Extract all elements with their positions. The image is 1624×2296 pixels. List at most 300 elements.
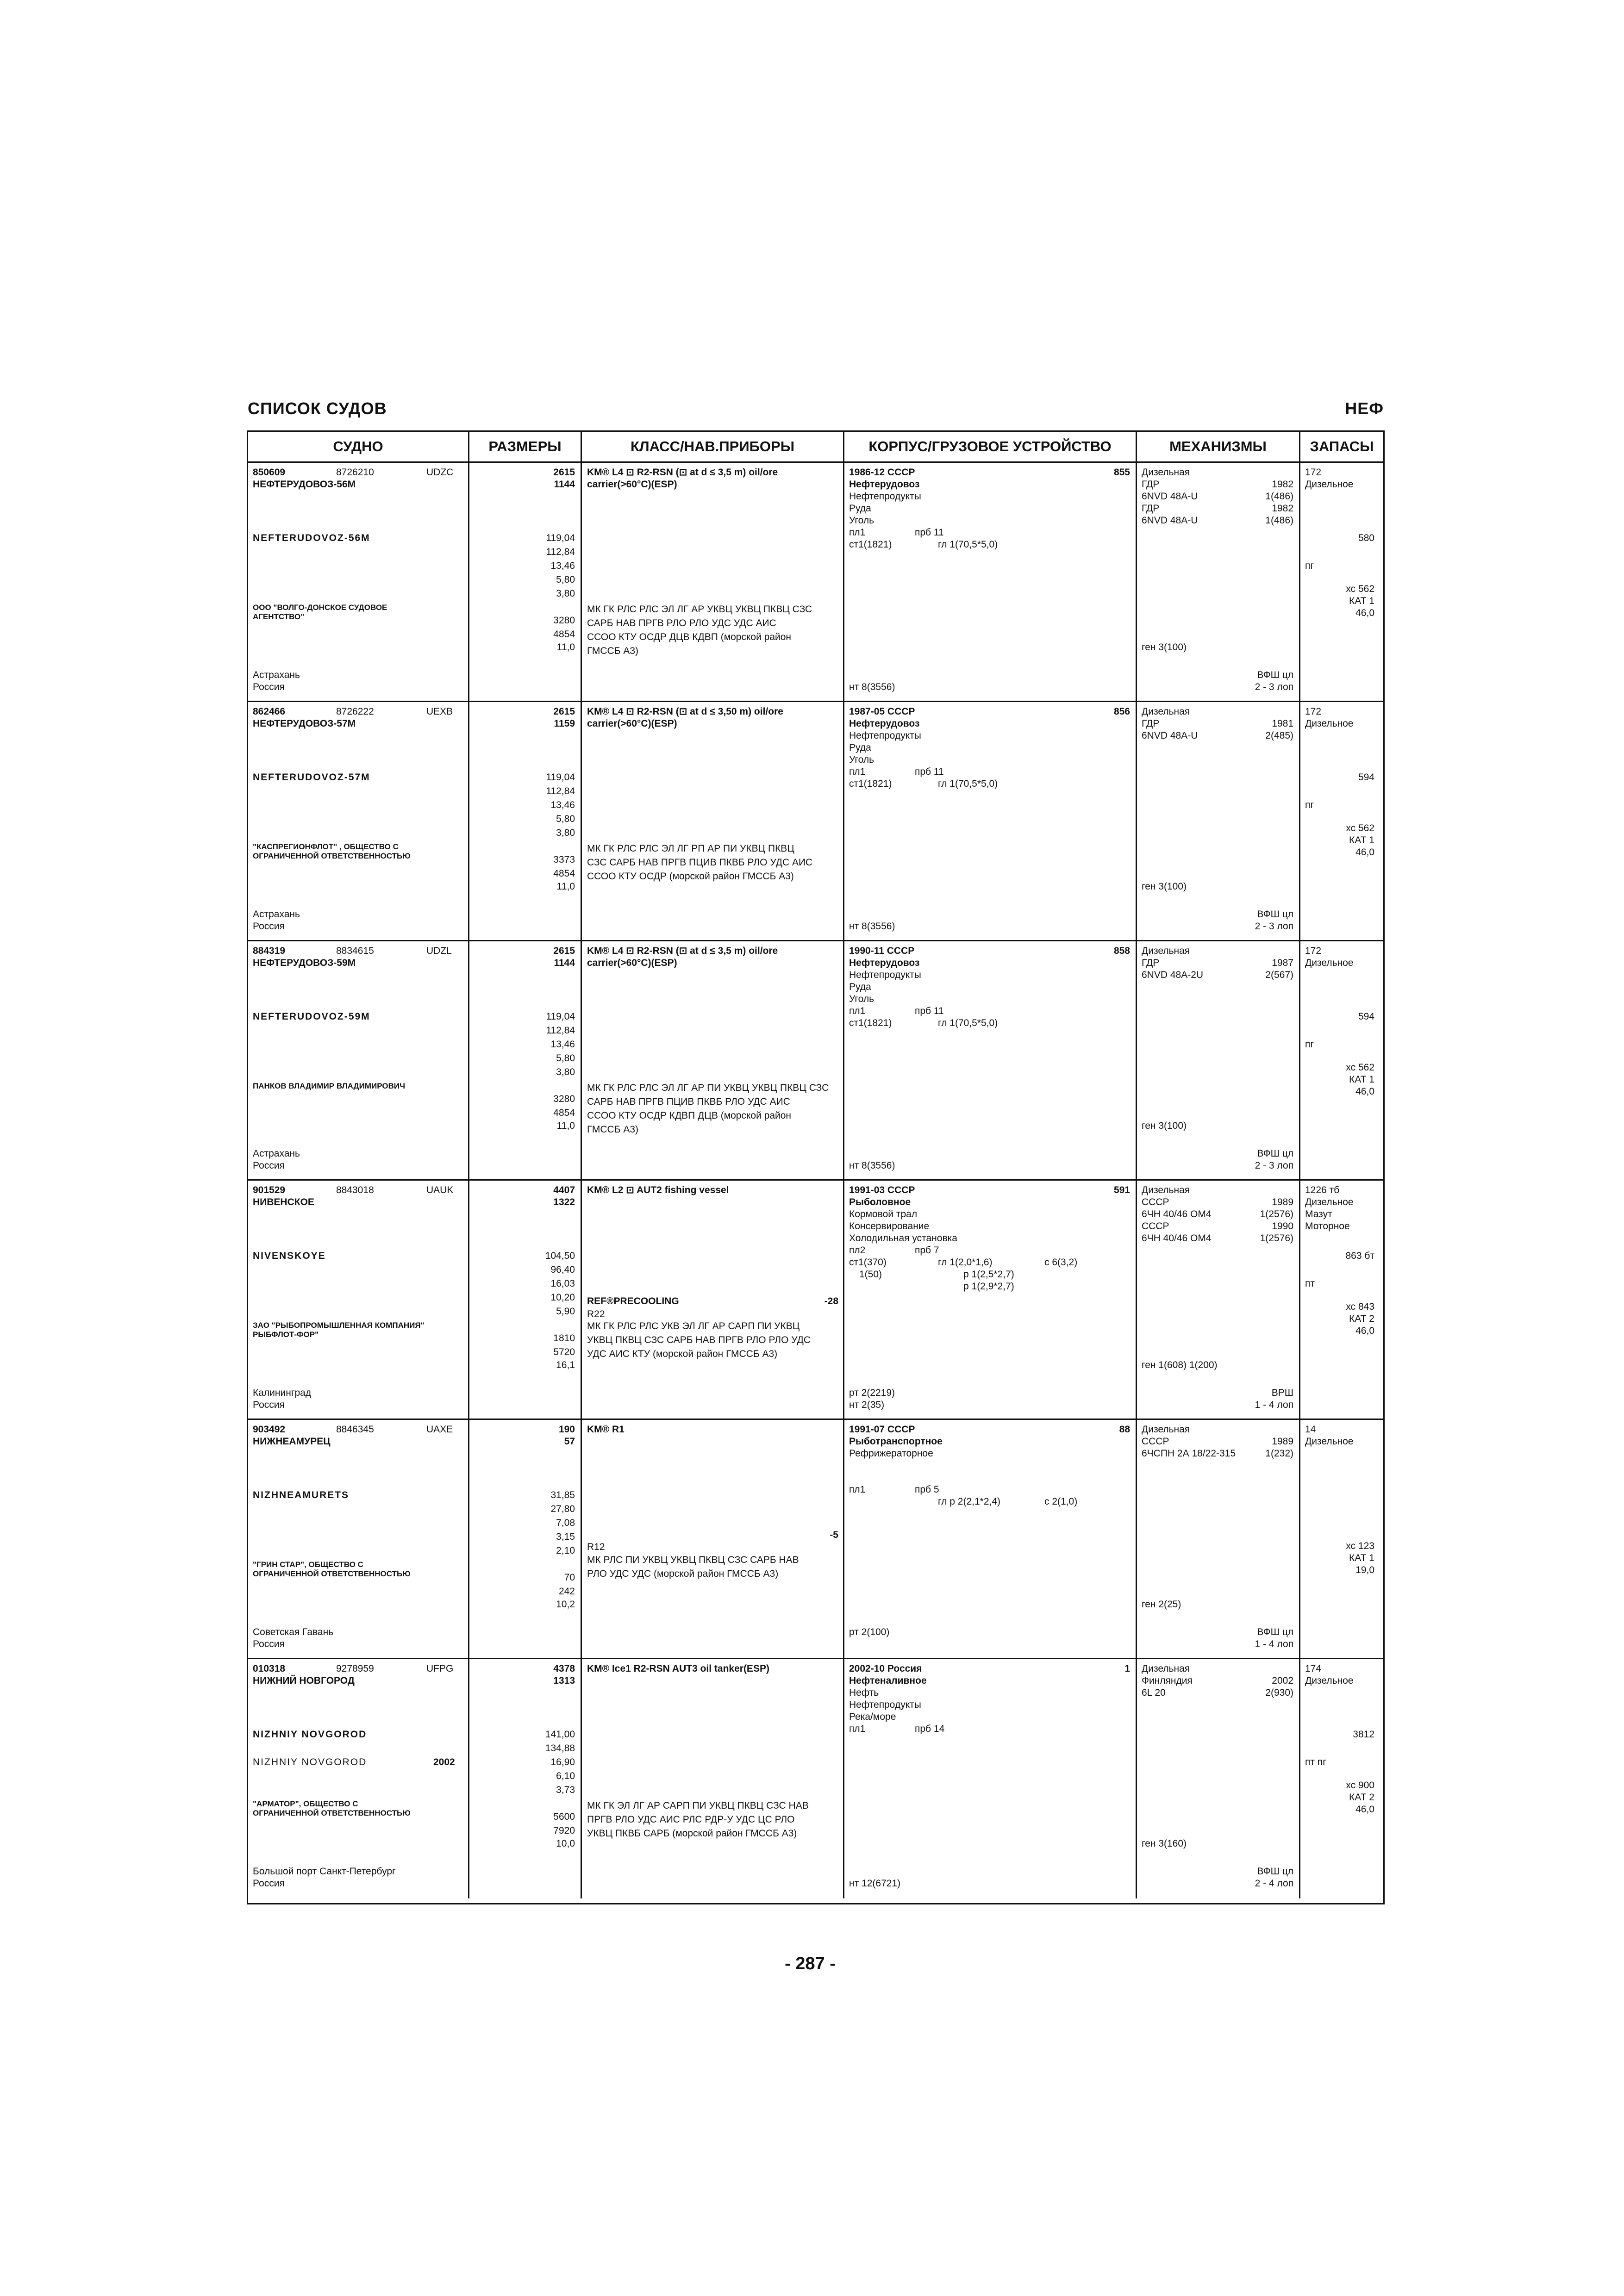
engine-detail-value: 1989: [1272, 1436, 1293, 1447]
call-sign: UFPG: [426, 1663, 454, 1674]
build-date-country: 1991-03 СССР: [849, 1185, 915, 1195]
deadweight-value: 5720: [553, 1347, 575, 1357]
call-sign: UEXB: [426, 706, 453, 717]
vessel-name-latin: NIZHNIY NOVGOROD: [253, 1729, 367, 1740]
bulkheads-count: прб 14: [915, 1724, 945, 1734]
tank-capacity: нт 12(6721): [849, 1878, 901, 1889]
speed-value: 11,0: [556, 881, 575, 892]
refrigeration-class: REF®PRECOOLING: [587, 1296, 679, 1307]
dimension-value: 16,90: [550, 1757, 575, 1767]
dimension-value: 141,00: [545, 1729, 575, 1740]
owner-name-line: "КАСПРЕГИОНФЛОТ" , ОБЩЕСТВО С: [253, 842, 399, 851]
hatch-dimensions-2: р 1(2,5*2,7): [963, 1269, 1014, 1280]
crew-value: 46,0: [1355, 847, 1374, 858]
fuel-capacity: 14: [1305, 1424, 1316, 1435]
fuel-capacity: 1226 тб: [1305, 1185, 1340, 1195]
engine-detail-value: 1982: [1272, 503, 1293, 514]
vessel-name: НЕФТЕРУДОВОЗ-56М: [253, 479, 356, 490]
holds-capacity: ст1(370): [849, 1257, 887, 1268]
call-sign: UDZC: [426, 467, 454, 478]
flag-state: Россия: [253, 1160, 285, 1171]
column-divider: [581, 941, 582, 1179]
speed-value: 16,1: [556, 1360, 575, 1370]
column-divider: [843, 463, 844, 701]
navigation-equipment-line: ССОО КТУ ОСДР (морской район ГМССБ А3): [587, 871, 794, 882]
navigation-equipment-line: ССОО КТУ ОСДР КДВП ДЦВ (морской район: [587, 1110, 792, 1121]
dimension-value: 112,84: [546, 786, 575, 796]
propeller-type: ВФШ цл: [1257, 1866, 1293, 1877]
class-notation: carrier(>60°C)(ESP): [587, 958, 677, 968]
refrigerant-type: R22: [587, 1309, 605, 1319]
engine-detail: СССР: [1142, 1221, 1169, 1232]
column-divider: [1136, 463, 1137, 701]
tank-capacity: нт 8(3556): [849, 1160, 895, 1171]
imo-number: 8843018: [336, 1185, 374, 1195]
deadweight-value: 4854: [553, 1108, 575, 1118]
stores-note: пт пг: [1305, 1757, 1326, 1767]
cargo-line: Холодильная установка: [849, 1233, 957, 1244]
propeller-type: ВФШ цл: [1257, 1148, 1293, 1159]
fuel-capacity: 172: [1305, 706, 1322, 717]
decks-count: пл1: [849, 527, 866, 538]
port-of-registry: Советская Гавань: [253, 1627, 334, 1637]
tank-capacity: нт 8(3556): [849, 921, 895, 932]
vessel-record: [248, 702, 1383, 941]
navigation-equipment-line: РЛО УДС УДС (морской район ГМССБ А3): [587, 1568, 779, 1579]
former-name-year: 2002: [433, 1757, 455, 1767]
build-date-country: 1986-12 СССР: [849, 467, 915, 478]
deadweight-value: 242: [558, 1586, 575, 1597]
deadweight-value: 3280: [553, 1094, 575, 1104]
cargo-line: Кормовой трал: [849, 1209, 918, 1220]
cargo-line: Нефть: [849, 1687, 879, 1698]
class-notation: KM® L2 ⊡ AUT2 fishing vessel: [587, 1185, 729, 1195]
dimension-value: 5,80: [556, 1053, 575, 1064]
crew-value: 46,0: [1355, 1325, 1374, 1336]
net-tonnage: 1144: [554, 479, 575, 490]
bulkheads-count: прб 5: [915, 1484, 939, 1495]
speed-value: 10,2: [556, 1599, 575, 1610]
navigation-equipment-line: УДС АИС КТУ (морской район ГМССБ А3): [587, 1349, 778, 1359]
vessel-name-latin: NIZHNEAMURETS: [253, 1490, 349, 1500]
water-capacity: 594: [1358, 1011, 1374, 1022]
bulkheads-count: прб 11: [915, 766, 944, 777]
column-header-hull: КОРПУС/ГРУЗОВОЕ УСТРОЙСТВО: [844, 432, 1137, 461]
vessel-type: Нефтерудовоз: [849, 718, 920, 729]
port-of-registry: Астрахань: [253, 1148, 300, 1159]
cargo-line: Уголь: [849, 515, 874, 526]
propeller-blades: 2 - 3 лоп: [1255, 921, 1293, 932]
fuel-type: Дизельное: [1305, 1197, 1354, 1207]
fuel-type: Дизельное: [1305, 958, 1354, 968]
hold-capacity-2: 1(50): [859, 1269, 882, 1280]
port-of-registry: Астрахань: [253, 670, 300, 680]
cargo-line: Руда: [849, 742, 871, 753]
flag-state: Россия: [253, 682, 285, 692]
engine-detail-value: 1(486): [1265, 515, 1293, 526]
vessel-name-latin: NEFTERUDOVOZ-56M: [253, 533, 370, 543]
generators: ген 1(608) 1(200): [1142, 1360, 1218, 1370]
category: КАТ 1: [1349, 1553, 1374, 1563]
fuel-type: Дизельное: [1305, 479, 1354, 490]
engine-detail: 6ЧН 40/46 ОМ4: [1142, 1209, 1212, 1220]
net-tonnage: 1313: [553, 1675, 575, 1686]
engine-type: Дизельная: [1142, 1185, 1190, 1195]
hatch-dimensions: гл 1(70,5*5,0): [938, 778, 998, 789]
decks-count: пл1: [849, 1006, 866, 1016]
engine-detail: 6NVD 48A-2U: [1142, 970, 1204, 980]
dimension-value: 13,46: [550, 1039, 575, 1050]
deadweight-value: 1810: [553, 1333, 575, 1344]
port-of-registry: Астрахань: [253, 909, 300, 920]
bulkheads-count: прб 11: [915, 1006, 944, 1016]
cargo-volume: хс 843: [1346, 1301, 1374, 1312]
deadweight-value: 4854: [553, 629, 575, 640]
engine-detail-value: 1990: [1272, 1221, 1293, 1232]
refrigerant-type: R12: [587, 1542, 605, 1552]
imo-number: 8846345: [336, 1424, 374, 1435]
engine-detail: 6NVD 48A-U: [1142, 515, 1198, 526]
hatch-dimensions: гл 1(70,5*5,0): [938, 539, 998, 550]
gross-tonnage: 2615: [553, 946, 575, 956]
column-divider: [1299, 941, 1300, 1179]
deadweight-value: 4854: [553, 868, 575, 879]
navigation-equipment-line: УКВЦ ПКВБ САРБ (морской район ГМССБ А3): [587, 1828, 797, 1839]
propeller-type: ВРШ: [1271, 1388, 1293, 1398]
holds-capacity: ст1(1821): [849, 1018, 892, 1028]
category: КАТ 2: [1349, 1792, 1374, 1803]
propeller-type: ВФШ цл: [1257, 909, 1293, 920]
engine-detail-value: 2002: [1272, 1675, 1293, 1686]
call-sign: UAXE: [426, 1424, 453, 1435]
dimension-value: 5,80: [556, 574, 575, 585]
stores-note: пт: [1305, 1278, 1315, 1289]
deadweight-value: 70: [564, 1572, 575, 1583]
column-header-class: КЛАСС/НАВ.ПРИБОРЫ: [582, 432, 844, 461]
hatch-dimensions: гл р 2(2,1*2,4): [938, 1496, 1001, 1507]
class-notation: KM® L4 ⊡ R2-RSN (⊡ at d ≤ 3,5 m) oil/ore: [587, 467, 778, 478]
navigation-equipment-line: МК ГК ЭЛ ЛГ АР САРП ПИ УКВЦ ПКВЦ СЗС НАВ: [587, 1800, 809, 1811]
engine-detail: Финляндия: [1142, 1675, 1193, 1686]
column-divider: [843, 702, 844, 940]
vessel-record: [248, 941, 1383, 1181]
column-divider: [581, 463, 582, 701]
vessel-name: НЕФТЕРУДОВОЗ-59М: [253, 958, 356, 968]
register-number: 010318: [253, 1663, 286, 1674]
hull-number: 88: [1119, 1424, 1130, 1435]
vessel-type: Рыболовное: [849, 1197, 911, 1207]
vessel-name-latin: NEFTERUDOVOZ-57M: [253, 772, 370, 783]
refrigeration-temperature: -28: [824, 1296, 838, 1307]
dimension-value: 134,88: [545, 1743, 575, 1754]
dimension-value: 3,80: [556, 1067, 575, 1077]
hull-number: 591: [1113, 1185, 1130, 1195]
cargo-volume: хс 562: [1346, 584, 1374, 594]
decks-count: пл1: [849, 1724, 866, 1734]
water-capacity: 580: [1358, 533, 1374, 543]
owner-name-line: ОГРАНИЧЕННОЙ ОТВЕТСТВЕННОСТЬЮ: [253, 1809, 411, 1817]
gross-tonnage: 2615: [553, 706, 575, 717]
column-divider: [1136, 941, 1137, 1179]
hull-number: 1: [1124, 1663, 1130, 1674]
flag-state: Россия: [253, 1400, 285, 1410]
navigation-equipment-line: СЗС САРБ НАВ ПРГВ ПЦИВ ПКВБ РЛО УДС АИС: [587, 857, 813, 868]
cargo-line: Нефтепродукты: [849, 970, 921, 980]
port-of-registry: Большой порт Санкт-Петербург: [253, 1866, 396, 1877]
engine-detail: 6ЧН 40/46 ОМ4: [1142, 1233, 1212, 1244]
port-of-registry: Калининград: [253, 1388, 312, 1398]
column-divider: [1299, 1181, 1300, 1419]
imo-number: 8726210: [336, 467, 374, 478]
tank-capacity: нт 8(3556): [849, 682, 895, 692]
owner-name-line: ОГРАНИЧЕННОЙ ОТВЕТСТВЕННОСТЬЮ: [253, 1569, 411, 1578]
crew-value: 46,0: [1355, 1086, 1374, 1097]
class-notation: carrier(>60°C)(ESP): [587, 479, 677, 490]
dimension-value: 119,04: [546, 772, 575, 783]
imo-number: 9278959: [336, 1663, 374, 1674]
water-capacity: 594: [1358, 772, 1374, 783]
side-hatch: с 2(1,0): [1044, 1496, 1078, 1507]
deadweight-value: 3373: [553, 854, 575, 865]
engine-detail-value: 1(232): [1265, 1448, 1293, 1459]
owner-name-line: ПАНКОВ ВЛАДИМИР ВЛАДИМИРОВИЧ: [253, 1082, 406, 1090]
stores-note: пг: [1305, 800, 1314, 810]
dimension-value: 2,10: [556, 1545, 575, 1556]
column-divider: [581, 702, 582, 940]
cargo-line: Нефтепродукты: [849, 730, 921, 741]
dimension-value: 5,80: [556, 814, 575, 824]
vessel-name-latin: NEFTERUDOVOZ-59M: [253, 1011, 370, 1022]
cargo-line: Рефрижераторное: [849, 1448, 933, 1459]
column-divider: [843, 1420, 844, 1658]
class-notation: KM® L4 ⊡ R2-RSN (⊡ at d ≤ 3,50 m) oil/ore: [587, 706, 783, 717]
navigation-equipment-line: МК РЛС ПИ УКВЦ УКВЦ ПКВЦ СЗС САРБ НАВ: [587, 1555, 799, 1565]
register-number: 903492: [253, 1424, 286, 1435]
build-date-country: 1987-05 СССР: [849, 706, 915, 717]
column-divider: [1136, 1659, 1137, 1898]
class-notation: KM® Ice1 R2-RSN AUT3 oil tanker(ESP): [587, 1663, 769, 1674]
engine-type: Дизельная: [1142, 1663, 1190, 1674]
vessel-name: НИЖНЕАМУРЕЦ: [253, 1436, 331, 1447]
column-divider: [843, 1181, 844, 1419]
engine-detail-value: 1(2576): [1260, 1233, 1293, 1244]
cargo-line: Уголь: [849, 754, 874, 765]
ship-register-table: [247, 430, 1385, 1904]
dimension-value: 16,03: [550, 1278, 575, 1289]
call-sign: UAUK: [426, 1185, 454, 1195]
owner-name-line: "АРМАТОР", ОБЩЕСТВО С: [253, 1799, 358, 1808]
engine-detail: СССР: [1142, 1197, 1169, 1207]
vessel-type: Нефтерудовоз: [849, 479, 920, 490]
net-tonnage: 1144: [554, 958, 575, 968]
dimension-value: 10,20: [550, 1292, 575, 1303]
fuel-capacity: 174: [1305, 1663, 1322, 1674]
register-number: 901529: [253, 1185, 286, 1195]
owner-name-line: АГЕНТСТВО": [253, 612, 305, 621]
navigation-equipment-line: МК ГК РЛС РЛС ЭЛ ЛГ АР УКВЦ УКВЦ ПКВЦ СЗС: [587, 604, 812, 615]
owner-name-line: РЫБФЛОТ-ФОР": [253, 1330, 319, 1339]
navigation-equipment-line: МК ГК РЛС РЛС ЭЛ ЛГ АР ПИ УКВЦ УКВЦ ПКВЦ СЗС: [587, 1083, 829, 1093]
holds-capacity: ст1(1821): [849, 539, 892, 550]
dimension-value: 112,84: [546, 547, 575, 557]
stores-note: пг: [1305, 1039, 1314, 1050]
dimension-value: 6,10: [556, 1771, 575, 1781]
propeller-blades: 2 - 3 лоп: [1255, 1160, 1293, 1171]
owner-name-line: ООО "ВОЛГО-ДОНСКОЕ СУДОВОЕ: [253, 603, 387, 612]
water-capacity: 3812: [1353, 1729, 1374, 1740]
dimension-value: 3,80: [556, 828, 575, 838]
hull-number: 855: [1113, 467, 1130, 478]
engine-detail-value: 2(930): [1265, 1687, 1293, 1698]
hull-number: 858: [1113, 946, 1130, 956]
engine-detail: СССР: [1142, 1436, 1169, 1447]
vessel-record: [248, 1659, 1383, 1898]
engine-detail: ГДР: [1142, 718, 1160, 729]
build-date-country: 1990-11 СССР: [849, 946, 915, 956]
navigation-equipment-line: ССОО КТУ ОСДР ДЦВ КДВП (морской район: [587, 632, 792, 642]
tank-capacity: нт 2(35): [849, 1400, 885, 1410]
engine-type: Дизельная: [1142, 1424, 1190, 1435]
refrigerated-capacity: рт 2(100): [849, 1627, 890, 1637]
navigation-equipment-line: ГМССБ А3): [587, 1124, 639, 1135]
column-divider: [843, 1659, 844, 1898]
owner-name-line: "ГРИН СТАР", ОБЩЕСТВО С: [253, 1560, 363, 1569]
generators: ген 3(100): [1142, 642, 1187, 653]
navigation-equipment-line: САРБ НАВ ПРГВ РЛО РЛО УДС УДС АИС: [587, 618, 776, 628]
former-name-latin: NIZHNIY NOVGOROD: [253, 1757, 367, 1767]
generators: ген 3(160): [1142, 1838, 1187, 1849]
vessel-name: НИЖНИЙ НОВГОРОД: [253, 1675, 355, 1686]
column-header-stores: ЗАПАСЫ: [1310, 438, 1374, 454]
dimension-value: 3,73: [556, 1785, 575, 1795]
speed-value: 10,0: [556, 1838, 575, 1849]
engine-detail-value: 1(486): [1265, 491, 1293, 502]
engine-detail: ГДР: [1142, 503, 1160, 514]
deadweight-value: 5600: [553, 1811, 575, 1822]
page-header: [247, 399, 1385, 419]
vessel-record: [248, 463, 1383, 702]
vessel-type: Нефтеналивное: [849, 1675, 927, 1686]
propeller-type: ВФШ цл: [1257, 1627, 1293, 1637]
page-number: - 287 -: [785, 1954, 836, 1973]
dimension-value: 5,90: [556, 1306, 575, 1317]
gross-tonnage: 4378: [553, 1663, 575, 1674]
deadweight-value: 3280: [553, 615, 575, 626]
cargo-line: Руда: [849, 982, 871, 992]
fuel-type: Дизельное: [1305, 1675, 1354, 1686]
propeller-blades: 2 - 4 лоп: [1255, 1878, 1293, 1889]
cargo-line: Нефтепродукты: [849, 1699, 921, 1710]
column-divider: [1299, 463, 1300, 701]
engine-detail-value: 1(2576): [1260, 1209, 1293, 1220]
table-header: [248, 432, 1383, 463]
engine-detail-value: 1981: [1272, 718, 1293, 729]
bulkheads-count: прб 11: [915, 527, 944, 538]
class-notation: KM® L4 ⊡ R2-RSN (⊡ at d ≤ 3,5 m) oil/ore: [587, 946, 778, 956]
dimension-value: 119,04: [546, 1011, 575, 1022]
flag-state: Россия: [253, 1878, 285, 1889]
build-date-country: 2002-10 Россия: [849, 1663, 922, 1674]
vessel-type: Нефтерудовоз: [849, 958, 920, 968]
column-divider: [581, 1659, 582, 1898]
build-date-country: 1991-07 СССР: [849, 1424, 915, 1435]
generators: ген 2(25): [1142, 1599, 1181, 1610]
navigation-equipment-line: ГМССБ А3): [587, 646, 639, 656]
engine-type: Дизельная: [1142, 467, 1190, 478]
cargo-line: Река/море: [849, 1711, 896, 1722]
register-number: 862466: [253, 706, 286, 717]
dimension-value: 31,85: [550, 1490, 575, 1500]
register-number: 850609: [253, 467, 286, 478]
navigation-equipment-line: МК ГК РЛС РЛС ЭЛ ЛГ РП АР ПИ УКВЦ ПКВЦ: [587, 843, 794, 854]
column-divider: [1299, 1420, 1300, 1658]
imo-number: 8834615: [336, 946, 374, 956]
column-header-dims: РАЗМЕРЫ: [469, 432, 582, 461]
propeller-blades: 2 - 3 лоп: [1255, 682, 1293, 692]
hatch-dimensions: гл 1(2,0*1,6): [938, 1257, 993, 1268]
fuel-capacity: 172: [1305, 467, 1322, 478]
engine-type: Дизельная: [1142, 946, 1190, 956]
crew-value: 46,0: [1355, 608, 1374, 618]
hatch-dimensions-3: р 1(2,9*2,7): [963, 1281, 1014, 1292]
bulkheads-count: прб 7: [915, 1245, 939, 1256]
hull-number: 856: [1113, 706, 1130, 717]
dimension-value: 112,84: [546, 1025, 575, 1036]
speed-value: 11,0: [556, 642, 575, 653]
page-title: СПИСОК СУДОВ: [248, 399, 387, 418]
cargo-volume: хс 900: [1346, 1780, 1374, 1791]
column-header-machinery: МЕХАНИЗМЫ: [1137, 432, 1300, 461]
decks-count: пл2: [849, 1245, 866, 1256]
category: КАТ 2: [1349, 1313, 1374, 1324]
refrigeration-temperature: -5: [830, 1530, 838, 1540]
water-capacity: 863 бт: [1345, 1251, 1374, 1261]
engine-detail-value: 1989: [1272, 1197, 1293, 1207]
gross-tonnage: 190: [558, 1424, 575, 1435]
vessel-type: Рыботранспортное: [849, 1436, 943, 1447]
category: КАТ 1: [1349, 596, 1374, 606]
engine-detail: ГДР: [1142, 958, 1160, 968]
dimension-value: 13,46: [550, 800, 575, 810]
generators: ген 3(100): [1142, 881, 1187, 892]
dimension-value: 96,40: [550, 1264, 575, 1275]
owner-name-line: ОГРАНИЧЕННОЙ ОТВЕТСТВЕННОСТЬЮ: [253, 852, 411, 860]
hatch-dimensions: гл 1(70,5*5,0): [938, 1018, 998, 1028]
gross-tonnage: 2615: [553, 467, 575, 478]
net-tonnage: 57: [564, 1436, 575, 1447]
engine-detail: 6L 20: [1142, 1687, 1166, 1698]
engine-detail-value: 2(567): [1265, 970, 1293, 980]
gross-tonnage: 4407: [553, 1185, 575, 1195]
vessel-name: НЕФТЕРУДОВОЗ-57М: [253, 718, 356, 729]
vessel-record: [248, 1181, 1383, 1420]
fuel-type: Дизельное: [1305, 1436, 1354, 1447]
decks-count: пл1: [849, 766, 866, 777]
navigation-equipment-line: САРБ НАВ ПРГВ ПЦИВ ПКВБ РЛО УДС АИС: [587, 1096, 790, 1107]
navigation-equipment-line: ПРГВ РЛО УДС АИС РЛС РДР-У УДС ЦС РЛО: [587, 1814, 795, 1825]
engine-detail: ГДР: [1142, 479, 1160, 490]
column-divider: [581, 1181, 582, 1419]
fuel-type: Дизельное: [1305, 718, 1354, 729]
imo-number: 8726222: [336, 706, 374, 717]
column-divider: [581, 1420, 582, 1658]
speed-value: 11,0: [556, 1120, 575, 1131]
register-number: 884319: [253, 946, 286, 956]
dimension-value: 13,46: [550, 560, 575, 571]
engine-type: Дизельная: [1142, 706, 1190, 717]
stores-note: пг: [1305, 560, 1314, 571]
net-tonnage: 1322: [553, 1197, 575, 1207]
